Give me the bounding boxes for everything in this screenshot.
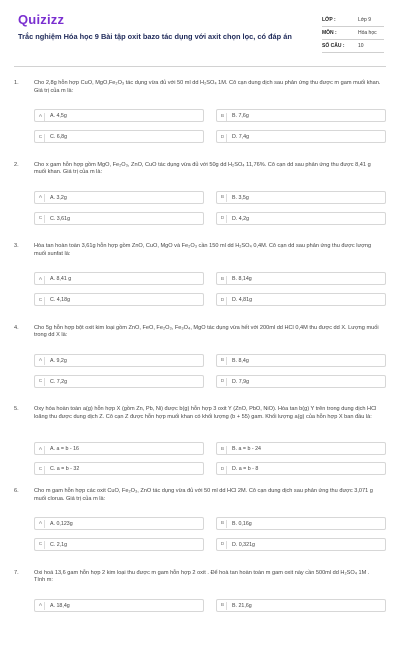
option-text: C. a = b - 32: [50, 466, 80, 473]
answer-option-c[interactable]: [34, 212, 204, 225]
option-letter: A: [37, 276, 45, 284]
question-number: 5.: [14, 406, 19, 413]
answer-option-c[interactable]: [34, 462, 204, 475]
option-letter: D: [219, 541, 227, 549]
question-text: Cho 2,8g hỗn hợp CuO, MgO,Fe₂O₃ tác dụng vừa đủ với 50 ml dd H₂SO₄ 1M. Cô cạn dung dịch sau phản ứng thu được m gam muối khan. Giá trị của m là:: [34, 80, 381, 94]
quizizz-logo: Quizizz: [18, 12, 65, 27]
question-2: [0, 158, 400, 240]
option-text: C. 4,18g: [50, 297, 71, 304]
answer-option-b[interactable]: [216, 442, 386, 455]
option-text: A. 0,123g: [50, 520, 73, 527]
option-text: B. 0,16g: [232, 520, 252, 527]
option-letter: B: [219, 357, 227, 365]
answer-option-a[interactable]: [34, 354, 204, 367]
answer-option-a[interactable]: [34, 109, 204, 122]
option-text: D. a = b - 8: [232, 466, 259, 473]
meta-row-question-count: [322, 40, 384, 53]
answer-option-d[interactable]: [216, 130, 386, 143]
option-letter: A: [37, 602, 45, 610]
answer-option-a[interactable]: [34, 517, 204, 530]
meta-value: Lớp 9: [358, 17, 372, 23]
meta-row-grade: [322, 14, 384, 27]
worksheet-header: [0, 0, 400, 62]
answer-option-b[interactable]: [216, 109, 386, 122]
meta-row-subject: [322, 27, 384, 40]
answer-option-d[interactable]: [216, 538, 386, 551]
answer-option-a[interactable]: [34, 191, 204, 204]
question-number: 3.: [14, 243, 19, 250]
question-number: 6.: [14, 487, 19, 494]
question-3: [0, 239, 400, 321]
question-text: Oxy hóa hoàn toàn a(g) hỗn hợp X (gồm Zn, Pb, Ni) được b(g) hỗn hợp 3 oxit Y (ZnO, PbO, NiO). Hòa tan b(g) Y trên trong dung dịch HCl loãng thu được dung dịch Z. Cô cạn Z được hỗn hợp muối khan có khối lượng (b + 55) gam. Khối lượng a(g) của hỗn hợp X ban đầu là:: [34, 406, 377, 420]
option-letter: B: [219, 113, 227, 121]
question-text: Cho 5g hỗn hợp bột oxit kim loại gồm ZnO, FeO, Fe₂O₃, Fe₃O₄, MgO tác dụng vừa hết với 200ml dd HCl 0,4M thu được dd X. Lượng muối trong dd X là:: [34, 324, 379, 339]
answer-option-d[interactable]: [216, 462, 386, 475]
answer-option-b[interactable]: [216, 517, 386, 530]
option-text: A. a = b - 16: [50, 446, 80, 453]
question-6: [0, 484, 400, 566]
answer-option-c[interactable]: [34, 375, 204, 388]
question-list: [0, 76, 400, 647]
option-text: A. 18,4g: [50, 602, 70, 609]
question-text: Oxi hoá 13,6 gam hỗn hợp 2 kim loại thu được m gam hỗn hợp 2 oxit . Để hoà tan hoàn toàn m gam oxit này cần 500ml dd H₂SO₄ 1M . Tính m:: [34, 569, 370, 584]
answer-option-c[interactable]: [34, 293, 204, 306]
option-text: B. a = b - 24: [232, 446, 262, 453]
question-number: 2.: [14, 161, 19, 168]
option-letter: C: [37, 297, 45, 305]
question-number: 7.: [14, 569, 19, 576]
question-text: Cho x gam hỗn hợp gồm MgO, Fe₂O₃, ZnO, CuO tác dụng vừa đủ với 50g dd H₂SO₄ 11,76%. Cô cạn dd sau phản ứng thu được 8,41 g muối khan. Giá trị của m là:: [34, 161, 371, 176]
meta-value: Hóa học: [358, 30, 377, 36]
option-text: C. 7,2g: [50, 378, 68, 385]
option-letter: C: [37, 134, 45, 142]
option-text: D. 7,4g: [232, 134, 250, 140]
option-letter: A: [37, 113, 45, 121]
answer-option-d[interactable]: [216, 375, 386, 388]
option-letter: D: [219, 466, 227, 474]
option-text: D. 4,2g: [232, 215, 250, 222]
worksheet-meta: [322, 14, 384, 53]
answer-option-a[interactable]: [34, 599, 204, 612]
option-text: B. 3,5g: [232, 194, 249, 201]
header-divider: [14, 66, 386, 67]
worksheet-title: Trắc nghiệm Hóa học 9 Bài tập oxit bazo tác dụng với axit chọn lọc, có đáp án: [18, 32, 292, 41]
option-letter: B: [219, 276, 227, 284]
option-letter: B: [219, 602, 227, 610]
answer-option-a[interactable]: [34, 272, 204, 285]
option-letter: D: [219, 378, 227, 386]
option-letter: C: [37, 378, 45, 386]
option-text: A. 9,2g: [50, 357, 67, 364]
meta-label: LỚP :: [322, 17, 336, 23]
option-letter: D: [219, 215, 227, 223]
question-5: [0, 402, 400, 484]
option-text: C. 3,61g: [50, 215, 71, 222]
answer-option-d[interactable]: [216, 212, 386, 225]
option-letter: B: [219, 520, 227, 528]
question-4: [0, 321, 400, 403]
option-letter: C: [37, 215, 45, 223]
option-letter: C: [37, 541, 45, 549]
option-text: B. 21,6g: [232, 602, 252, 609]
option-letter: B: [219, 446, 227, 454]
answer-option-d[interactable]: [216, 293, 386, 306]
answer-option-c[interactable]: [34, 130, 204, 143]
option-letter: A: [37, 446, 45, 454]
question-number: 1.: [14, 80, 19, 86]
option-text: C. 6,8g: [50, 134, 68, 140]
question-number: 4.: [14, 324, 19, 331]
option-letter: A: [37, 357, 45, 365]
option-text: D. 7,9g: [232, 378, 250, 385]
option-letter: D: [219, 134, 227, 142]
question-text: Cho m gam hỗn hợp các oxit CuO, Fe₂O₃, ZnO tác dụng vừa đủ với 50 ml dd HCl 2M. Cô cạn dung dịch sau phản ứng thu được 3,071 g muối clorua. Giá trị của m là:: [34, 487, 373, 502]
option-text: C. 2,1g: [50, 541, 68, 548]
meta-label: MÔN :: [322, 30, 337, 36]
meta-label: SỐ CÂU :: [322, 43, 345, 49]
answer-option-b[interactable]: [216, 599, 386, 612]
answer-option-c[interactable]: [34, 538, 204, 551]
option-letter: C: [37, 466, 45, 474]
meta-value: 10: [358, 43, 364, 49]
question-7: [0, 566, 400, 647]
answer-option-b[interactable]: [216, 354, 386, 367]
option-letter: A: [37, 520, 45, 528]
option-letter: B: [219, 194, 227, 202]
option-letter: A: [37, 194, 45, 202]
answer-option-b[interactable]: [216, 191, 386, 204]
option-text: A. 3,2g: [50, 194, 67, 201]
option-text: A. 8,41 g: [50, 276, 72, 283]
answer-option-a[interactable]: [34, 442, 204, 455]
question-1: [0, 76, 400, 158]
option-text: B. 8,4g: [232, 357, 249, 364]
option-text: B. 7,6g: [232, 113, 249, 119]
option-letter: D: [219, 297, 227, 305]
option-text: A. 4,5g: [50, 113, 67, 119]
option-text: B. 8,14g: [232, 276, 252, 283]
option-text: D. 4,81g: [232, 297, 253, 304]
option-text: D. 0,321g: [232, 541, 255, 548]
answer-option-b[interactable]: [216, 272, 386, 285]
question-text: Hòa tan hoàn toàn 3,61g hỗn hợp gồm ZnO, CuO, MgO và Fe₂O₃ cần 150 ml dd H₂SO₄ 0,4M. Cô cạn dd sau phản ứng thu được lượng muối sunfat là:: [34, 243, 372, 257]
